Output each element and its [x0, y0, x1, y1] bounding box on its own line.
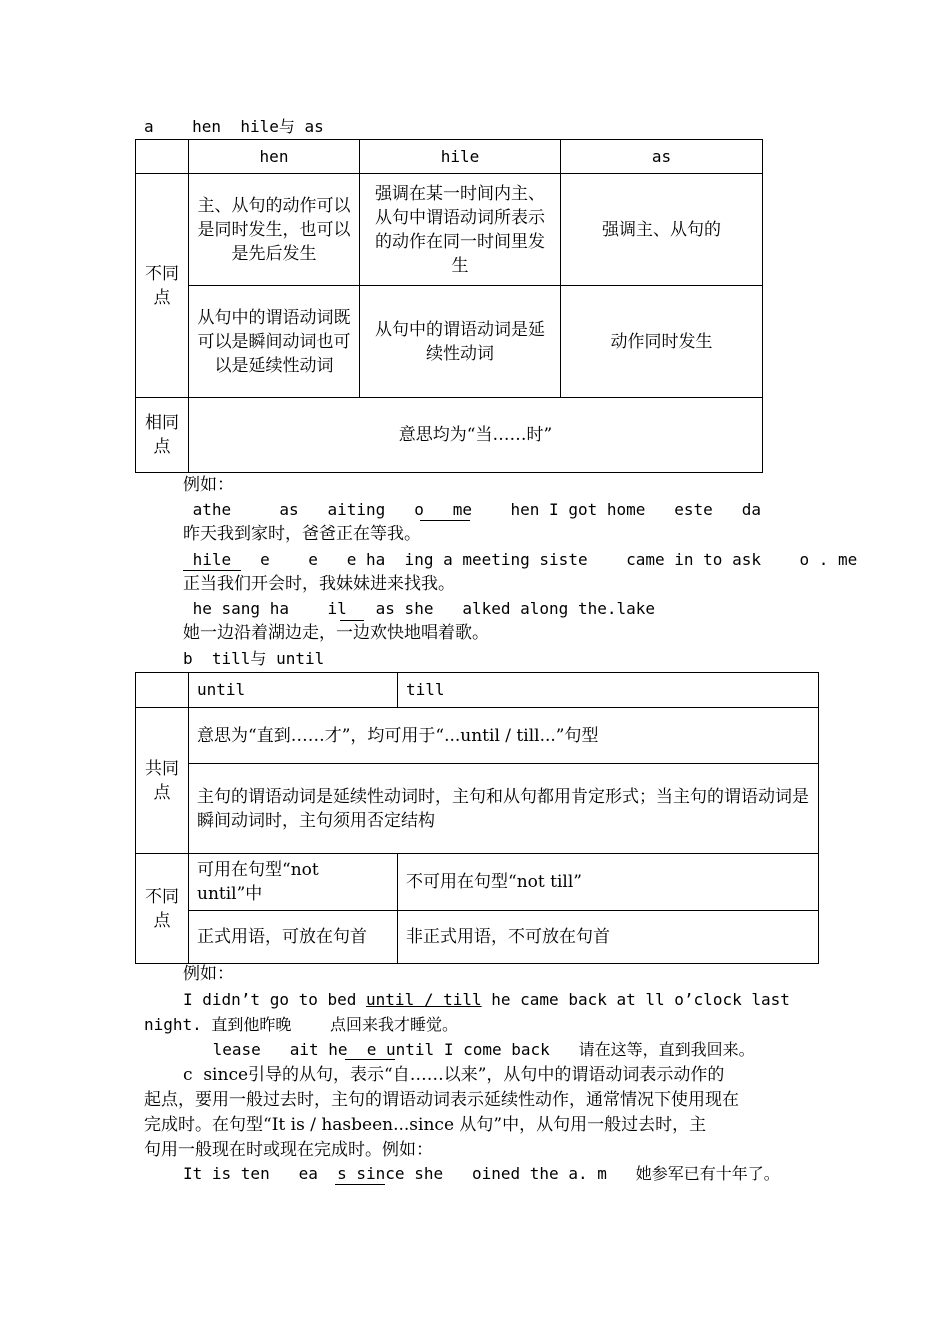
- cell-till-diff-1: 不可用在句型“not till”: [398, 854, 819, 911]
- example-label-a: 例如：: [183, 475, 234, 495]
- column-header-until: until: [189, 673, 398, 708]
- row-label-common: 共同点: [136, 708, 189, 854]
- cell-until-diff-2: 正式用语，可放在句首: [189, 911, 398, 964]
- table-corner: [136, 673, 189, 708]
- section-c-example: It is ten ea s since she oined the a. m 她参军已有十年了。: [183, 1164, 780, 1183]
- row-label-differences: 不同点: [136, 854, 189, 964]
- example-b1-line2: night. 直到他昨晚 点回来我才睡觉。: [144, 1015, 458, 1034]
- example-2-english: hile e e e ha ing a meeting siste came in to ask o . me: [183, 550, 858, 569]
- section-c-line-1: c since引导的从句，表示“自……以来”，从句中的谓语动词表示动作的: [183, 1065, 725, 1085]
- cell-while-diff-2: 从句中的谓语动词是延续性动词: [360, 286, 561, 398]
- when-while-as-table: [135, 139, 763, 473]
- cell-common-1: 意思为“直到……才”，均可用于“...until / till...”句型: [189, 708, 819, 764]
- underline-mark: [335, 1184, 385, 1185]
- cell-until-diff-1: 可用在句型“not until”中: [189, 854, 398, 911]
- until-till-underlined: until / till: [366, 990, 482, 1009]
- cell-common-2: 主句的谓语动词是延续性动词时，主句和从句都用肯定形式；当主句的谓语动词是瞬间动词时，主句须用否定结构: [189, 764, 819, 854]
- section-c-line-4: 句用一般现在时或现在完成时。例如：: [144, 1140, 433, 1160]
- underline-mark: [183, 570, 241, 571]
- column-header-when: hen: [189, 140, 360, 174]
- section-c-line-2: 起点，要用一般过去时，主句的谓语动词表示延续性动作，通常情况下使用现在: [144, 1090, 739, 1110]
- example-b2: lease ait he e until I come back 请在这等，直到我回来。: [203, 1040, 755, 1059]
- underline-mark: [340, 620, 364, 621]
- example-1-english: athe as aiting o me hen I got home este da: [183, 500, 761, 519]
- cell-when-diff-2: 从句中的谓语动词既可以是瞬间动词也可以是延续性动词: [189, 286, 360, 398]
- example-label-b: 例如：: [183, 964, 234, 984]
- column-header-till: till: [398, 673, 819, 708]
- till-until-table: [135, 672, 819, 964]
- cell-while-diff-1: 强调在某一时间内主、从句中谓语动词所表示的动作在同一时间里发生: [360, 174, 561, 286]
- example-3-english: he sang ha il as she alked along the.lake: [183, 599, 656, 618]
- table-corner: [136, 140, 189, 174]
- example-3-chinese: 她一边沿着湖边走，一边欢快地唱着歌。: [183, 623, 489, 643]
- underline-mark: [345, 1059, 395, 1060]
- cell-similarity: 意思均为“当……时”: [189, 398, 763, 473]
- example-1-chinese: 昨天我到家时，爸爸正在等我。: [183, 524, 421, 544]
- example-2-chinese: 正当我们开会时，我妹妹进来找我。: [183, 574, 455, 594]
- example-b1-line1: I didn’t go to bed until / till he came back at ll o’clock last: [183, 990, 790, 1009]
- section-b-heading: b till与 until: [183, 649, 325, 668]
- underline-mark: [420, 520, 470, 521]
- cell-as-diff-2: 动作同时发生: [561, 286, 763, 398]
- row-label-similarity: 相同点: [136, 398, 189, 473]
- row-label-differences: 不同点: [136, 174, 189, 398]
- section-c-line-3: 完成时。在句型“It is / hasbeen...since 从句”中，从句用一般过去时，主: [144, 1115, 707, 1135]
- column-header-as: as: [561, 140, 763, 174]
- cell-till-diff-2: 非正式用语，不可放在句首: [398, 911, 819, 964]
- section-a-heading: a hen hile与 as: [144, 117, 324, 136]
- cell-as-diff-1: 强调主、从句的: [561, 174, 763, 286]
- column-header-while: hile: [360, 140, 561, 174]
- cell-when-diff-1: 主、从句的动作可以是同时发生，也可以是先后发生: [189, 174, 360, 286]
